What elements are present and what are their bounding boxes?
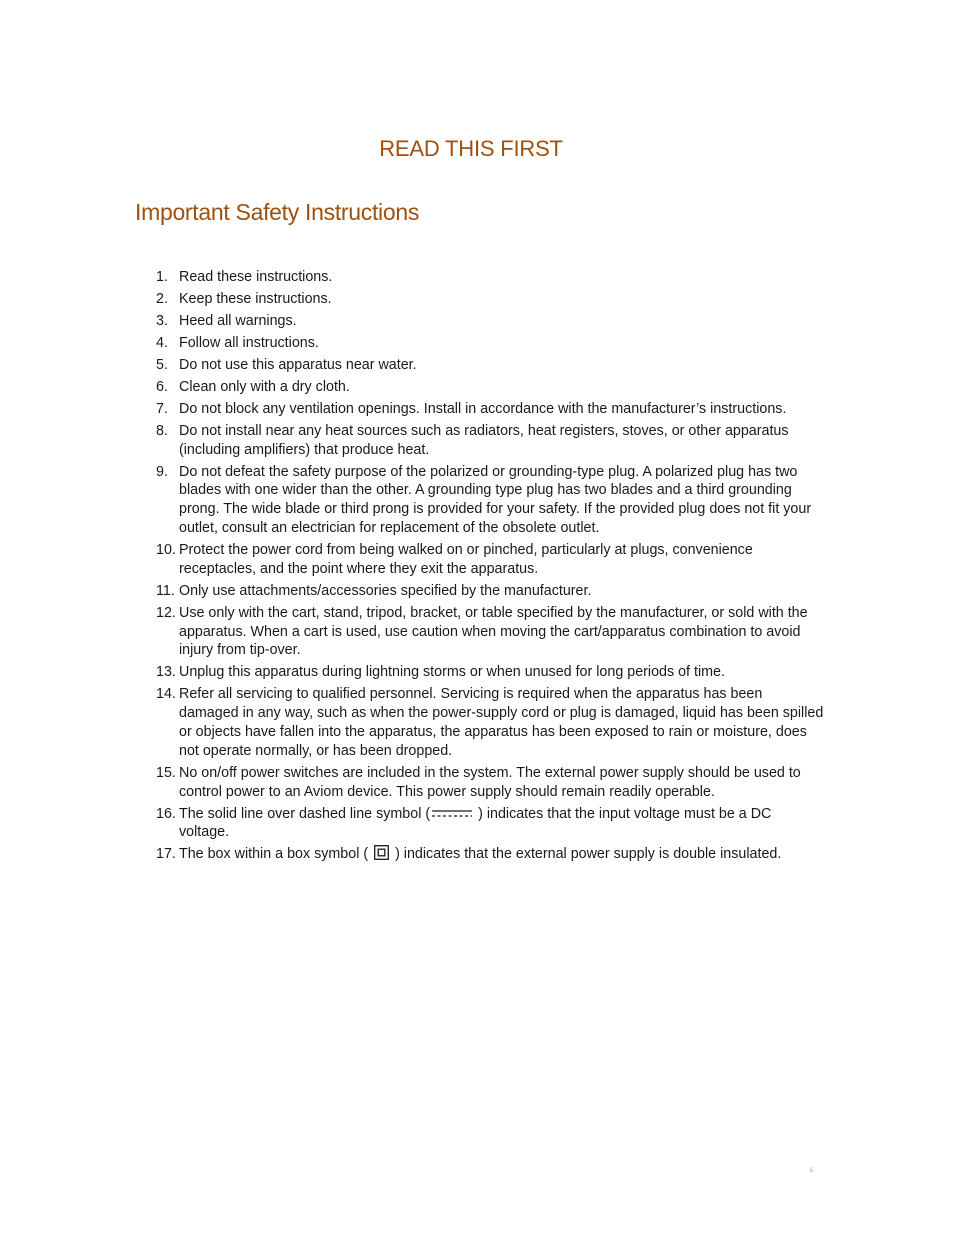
list-item [156,334,824,353]
list-item [156,290,824,309]
item-text-before: The solid line over dashed line symbol ( [179,805,431,822]
item-number: 6. [156,378,168,395]
item-text-after: ) indicates that the input voltage must be a DC voltage. [179,805,772,841]
item-text: Do not install near any heat sources such as radiators, heat registers, stoves, or other apparatus (including amplifiers) that produce heat. [179,422,789,458]
item-number: 1. [156,269,168,285]
item-number: 15. [156,764,176,781]
item-text: Refer all servicing to qualified personnel. Servicing is required when the apparatus has been damaged in any way, such as when the power-supply cord or plug is damaged, liquid has been spilled or objects have fallen into the apparatus, the apparatus has been exposed to rain or moisture, does not operate normally, or has been dropped. [179,686,824,759]
list-item [156,764,824,802]
item-number: 10. [156,542,176,559]
item-text: Only use attachments/accessories specified by the manufacturer. [179,582,592,599]
item-text [179,845,824,864]
item-number: 16. [156,805,176,822]
item-number: 11. [156,582,175,599]
safety-instructions-list [156,268,824,867]
item-number: 4. [156,334,168,351]
item-text-before: The box within a box symbol ( [179,846,373,863]
list-item [156,312,824,331]
list-item [156,378,824,397]
item-text: Do not defeat the safety purpose of the polarized or grounding-type plug. A polarized plug has two blades with one wider than the other. A grounding type plug has two blades and a third grounding prong. The wide blade or third prong is provided for your safety. If the provided plug does not fit your outlet, consult an electrician for replacement of the obsolete outlet. [179,463,812,537]
list-item [156,663,824,682]
item-text: Heed all warnings. [179,312,297,329]
item-number: 14. [156,686,176,703]
item-text-after: ) indicates that the external power supply is double insulated. [391,846,782,863]
item-text: Read these instructions. [179,269,333,285]
item-number: 2. [156,290,168,307]
page-number: ii [810,1168,813,1174]
list-item [156,400,824,419]
item-text: Protect the power cord from being walked on or pinched, particularly at plugs, convenience receptacles, and the point where they exit the apparatus. [179,542,753,577]
item-text: No on/off power switches are included in the system. The external power supply should be used to control power to an Aviom device. This power supply should remain readily operable. [179,764,801,800]
list-item [156,685,824,760]
page-title: READ THIS FIRST [379,136,563,161]
item-text: Do not block any ventilation openings. Install in accordance with the manufacturer’s instructions. [179,400,787,417]
item-number: 5. [156,356,168,373]
item-number: 8. [156,422,168,439]
item-text: Use only with the cart, stand, tripod, bracket, or table specified by the manufacturer, or sold with the apparatus. When a cart is used, use caution when moving the cart/apparatus combination to avoid injury from tip-over. [179,604,808,659]
list-item [156,604,824,660]
section-heading: Important Safety Instructions [135,199,420,225]
item-number: 12. [156,604,176,621]
list-item [156,805,824,843]
double-insulated-icon [374,845,389,860]
list-item [156,845,824,864]
item-text: Unplug this apparatus during lightning storms or when unused for long periods of time. [179,664,725,681]
item-text: Follow all instructions. [179,334,319,351]
item-text [179,805,824,843]
item-number: 3. [156,312,168,329]
list-item [156,356,824,375]
list-item [156,582,824,601]
item-number: 7. [156,400,168,417]
item-text: Clean only with a dry cloth. [179,378,350,395]
item-number: 13. [156,664,176,681]
item-text: Keep these instructions. [179,290,332,307]
item-number: 17. [156,846,176,863]
list-item [156,422,824,460]
list-item [156,463,824,538]
dc-symbol-icon [432,810,472,817]
item-text: Do not use this apparatus near water. [179,356,417,373]
list-item [156,268,824,287]
list-item [156,541,824,579]
item-number: 9. [156,463,168,480]
